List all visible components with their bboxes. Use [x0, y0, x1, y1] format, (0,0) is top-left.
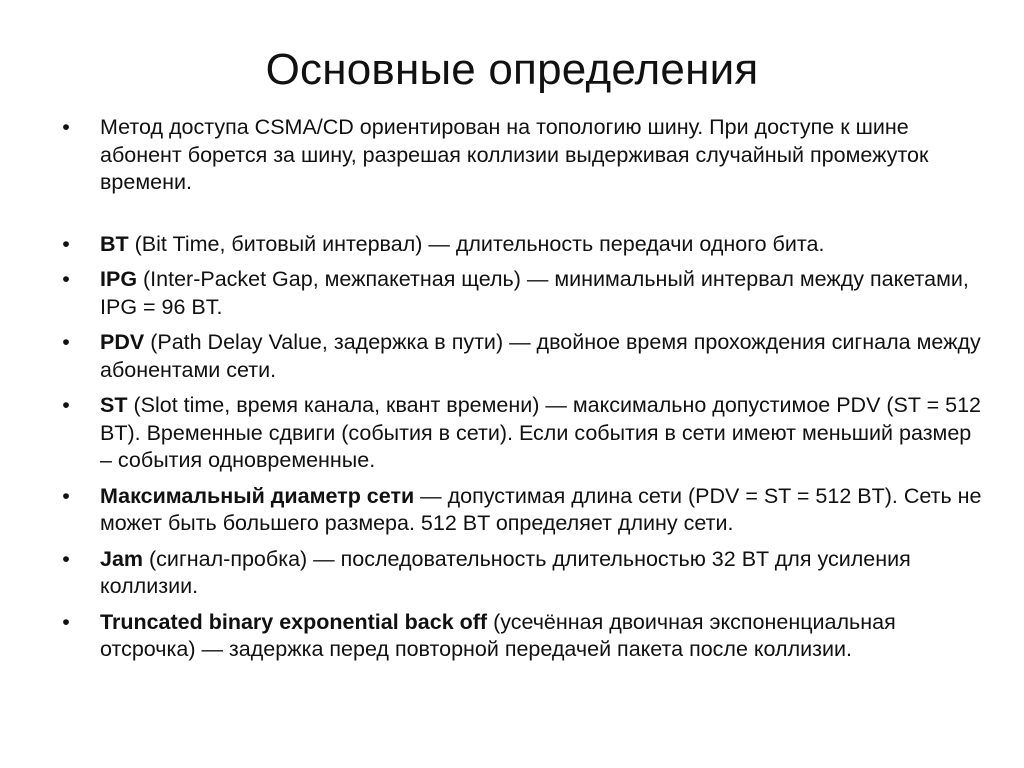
item-text: (Slot time, время канала, квант времени) — максимально допустимое PDV (ST = 512 BT). Временные сдвиги (события в сети). Если события в сети имеют меньший размер – события одновременные.	[100, 393, 982, 472]
list-item-pdv	[56, 329, 986, 384]
bullet-dot-icon: •	[62, 546, 70, 571]
item-term: BT	[100, 231, 129, 256]
item-term: IPG	[100, 267, 138, 291]
list-item-st	[56, 392, 986, 475]
list-item-bt	[56, 231, 986, 259]
item-text: (сигнал-пробка) — последовательность длительностью 32 BT для усиления коллизии.	[100, 546, 911, 598]
bullet-dot-icon: •	[62, 393, 70, 417]
bullet-dot-icon: •	[62, 231, 70, 256]
item-term: Jam	[100, 546, 144, 571]
bullet-dot-icon: •	[62, 267, 70, 291]
list-item-jam	[56, 546, 986, 601]
item-text: (Path Delay Value, задержка в пути) — двойное время прохождения сигнала между абонентами сети.	[100, 330, 981, 382]
item-term: ST	[100, 393, 128, 417]
item-text: Метод доступа CSMA/CD ориентирован на топологию шину. При доступе к шине абонент борется за шину, разрешая коллизии выдерживая случайный промежуток времени.	[100, 115, 929, 194]
bullet-dot-icon: •	[62, 115, 70, 139]
item-term: Максимальный диаметр сети	[100, 483, 415, 508]
bullet-dot-icon: •	[62, 330, 70, 354]
list-item-max-diameter	[56, 483, 986, 538]
item-term: Truncated binary exponential back off	[100, 609, 488, 634]
item-text: (Inter-Packet Gap, межпакетная щель) — минимальный интервал между пакетами, IPG = 96 BT.	[100, 267, 969, 319]
list-item-backoff	[56, 609, 986, 664]
item-term: PDV	[100, 330, 145, 354]
slide-title: Основные определения	[265, 45, 759, 94]
bullet-dot-icon: •	[62, 609, 70, 634]
item-text: (усечённая двоичная экспоненциальная отсрочка) — задержка перед повторной передачей пакета после коллизии.	[100, 609, 926, 661]
bullet-dot-icon: •	[62, 483, 70, 508]
item-text: (Bit Time, битовый интервал) — длительность передачи одного бита.	[128, 231, 825, 256]
list-item-csma-cd	[56, 114, 986, 197]
item-text: — допустимая длина сети (PDV = ST = 512 BT). Сеть не может быть большего размера. 512 BT определяет длину сети.	[100, 483, 982, 535]
list-item-ipg	[56, 266, 986, 321]
definition-list	[56, 114, 986, 672]
